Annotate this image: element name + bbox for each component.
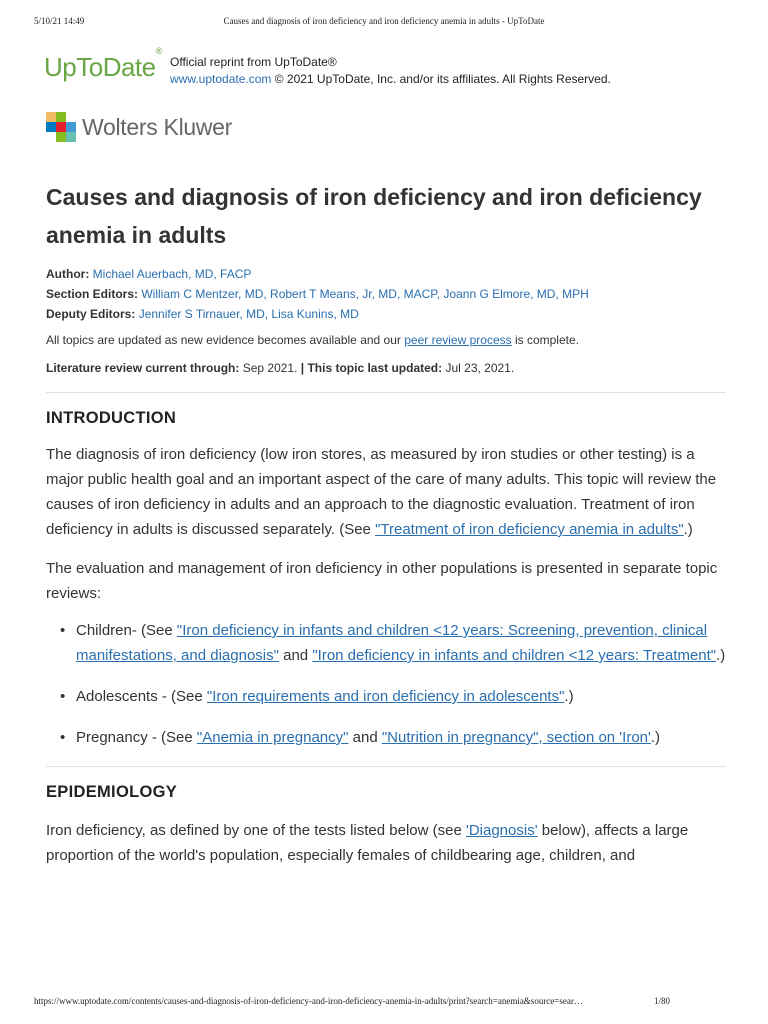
page-number: 1/80 — [654, 996, 671, 1006]
introduction-heading: INTRODUCTION — [46, 409, 177, 427]
topic-link[interactable]: "Iron deficiency in infants and children <12 years: Screening, prevention, clinical manifestations, and diagnosis" — [76, 622, 708, 664]
reprint-notice — [170, 54, 611, 88]
print-title: Causes and diagnosis of iron deficiency and iron deficiency anemia in adults - UpToDate — [223, 16, 545, 26]
epidemiology-paragraph-1: Iron deficiency, as defined by one of the tests listed below (see 'Diagnosis' below), affects a large proportion of the world's population, especially females of childbearing age, children, and — [46, 822, 689, 864]
wolters-kluwer-text: Wolters Kluwer — [82, 114, 233, 140]
update-note: All topics are updated as new evidence becomes available and our peer review process is complete. — [46, 333, 579, 347]
topic-link[interactable]: "Anemia in pregnancy" — [196, 729, 349, 746]
treatment-link[interactable]: "Treatment of iron deficiency anemia in adults" — [375, 521, 684, 538]
topic-link[interactable]: "Iron deficiency in infants and children <12 years: Treatment" — [312, 647, 717, 664]
print-url: https://www.uptodate.com/contents/causes-and-diagnosis-of-iron-deficiency-and-iron-deficiency-anemia-in-adults/print?search=anemia&source=sear… — [34, 996, 583, 1006]
list-item: • Children- (See "Iron deficiency in infants and children <12 years: Screening, prevention, clinical manifestations, and diagnosis" and "Iron deficiency in infants and children <12 years: Treatment".) — [60, 622, 726, 664]
wolters-kluwer-mark-icon — [46, 112, 76, 142]
topic-link[interactable]: "Iron requirements and iron deficiency in adolescents" — [206, 688, 565, 705]
topic-link[interactable]: "Nutrition in pregnancy", section on 'Iron' — [381, 729, 651, 746]
section-editors-link[interactable]: William C Mentzer, MD, Robert T Means, Jr, MD, MACP, Joann G Elmore, MD, MPH — [141, 287, 589, 301]
list-item: • Adolescents - (See "Iron requirements and iron deficiency in adolescents".) — [60, 688, 574, 705]
article — [46, 178, 726, 868]
article-title: Causes and diagnosis of iron deficiency and iron deficiency anemia in adults — [46, 184, 702, 248]
deputy-editors-link[interactable]: Jennifer S Tirnauer, MD, Lisa Kunins, MD — [138, 307, 359, 321]
site-link[interactable]: www.uptodate.com — [170, 72, 272, 86]
print-date: 5/10/21 14:49 — [34, 16, 85, 26]
copyright-line — [170, 71, 611, 88]
peer-review-link[interactable]: peer review process — [404, 333, 512, 347]
deputy-editors-row: Deputy Editors: Jennifer S Tirnauer, MD, Lisa Kunins, MD — [46, 307, 359, 321]
uptodate-logo[interactable]: UpToDate® — [44, 46, 162, 82]
section-editors-row: Section Editors: William C Mentzer, MD, Robert T Means, Jr, MD, MACP, Joann G Elmore, MD, MPH — [46, 287, 589, 301]
copyright-text: © 2021 UpToDate, Inc. and/or its affiliates. All Rights Reserved. — [271, 72, 611, 86]
divider — [46, 766, 726, 767]
introduction-paragraph-2: The evaluation and management of iron deficiency in other populations is presented in separate topic reviews: — [46, 560, 718, 602]
reprint-line: Official reprint from UpToDate® — [170, 55, 337, 69]
author-row: Author: Michael Auerbach, MD, FACP — [46, 267, 252, 281]
population-list — [46, 618, 726, 750]
introduction-paragraph-1: The diagnosis of iron deficiency (low iron stores, as measured by iron studies or other testing) is a major public health goal and an important aspect of the care of many adults. This topic will review the causes of iron deficiency in adults and an approach to the diagnostic evaluation. Treatment of iron deficiency in adults is discussed separately. (See "Treatment of iron deficiency anemia in adults".) — [46, 446, 717, 538]
divider — [46, 392, 726, 393]
diagnosis-link[interactable]: 'Diagnosis' — [465, 822, 538, 839]
list-item: • Pregnancy - (See "Anemia in pregnancy" and "Nutrition in pregnancy", section on 'Iron'.) — [60, 729, 661, 746]
literature-review: Literature review current through: Sep 2021. | This topic last updated: Jul 23, 2021. — [46, 361, 515, 375]
epidemiology-heading: EPIDEMIOLOGY — [46, 783, 178, 801]
author-link[interactable]: Michael Auerbach, MD, FACP — [92, 267, 252, 281]
article-meta — [46, 264, 726, 324]
